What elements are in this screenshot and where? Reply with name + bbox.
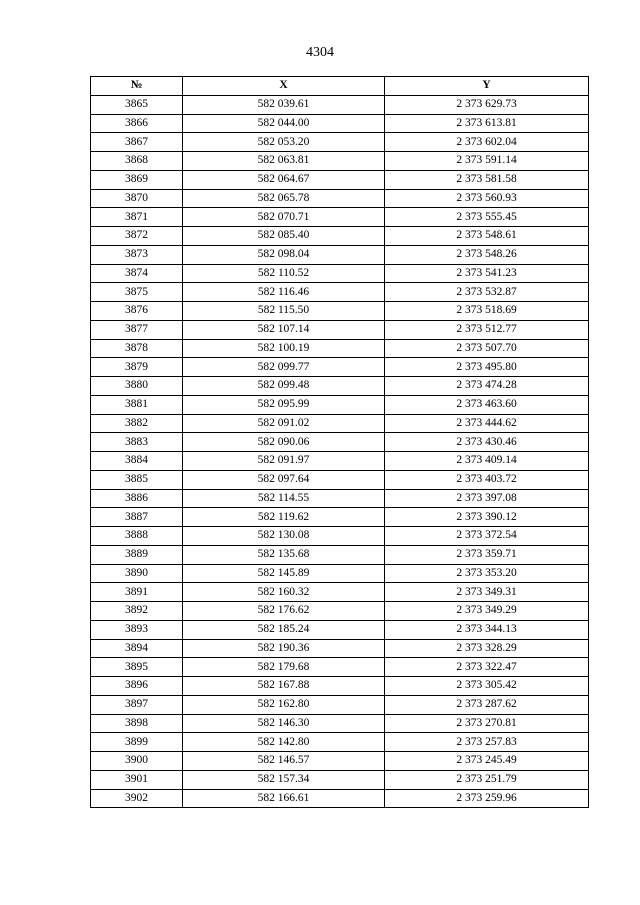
table-row [91,508,589,527]
table-row [91,208,589,227]
table-row [91,395,589,414]
cell-number: 3868 [91,152,183,171]
table-row [91,620,589,639]
cell-y: 2 373 359.71 [385,545,589,564]
cell-number: 3870 [91,189,183,208]
cell-y: 2 373 349.31 [385,583,589,602]
cell-y: 2 373 463.60 [385,395,589,414]
cell-x: 582 065.78 [183,189,385,208]
cell-number: 3866 [91,114,183,133]
cell-number: 3886 [91,489,183,508]
cell-x: 582 097.64 [183,470,385,489]
cell-y: 2 373 444.62 [385,414,589,433]
cell-y: 2 373 629.73 [385,95,589,114]
cell-x: 582 162.80 [183,695,385,714]
header-row [91,77,589,96]
cell-y: 2 373 474.28 [385,377,589,396]
cell-x: 582 090.06 [183,433,385,452]
table-row [91,752,589,771]
cell-x: 582 064.67 [183,170,385,189]
table-row [91,527,589,546]
cell-y: 2 373 512.77 [385,320,589,339]
cell-number: 3890 [91,564,183,583]
cell-x: 582 179.68 [183,658,385,677]
cell-number: 3893 [91,620,183,639]
cell-number: 3894 [91,639,183,658]
cell-number: 3873 [91,245,183,264]
cell-y: 2 373 257.83 [385,733,589,752]
cell-number: 3902 [91,789,183,808]
cell-number: 3869 [91,170,183,189]
cell-number: 3885 [91,470,183,489]
table-row [91,677,589,696]
cell-x: 582 146.30 [183,714,385,733]
cell-y: 2 373 390.12 [385,508,589,527]
cell-y: 2 373 353.20 [385,564,589,583]
table-row [91,695,589,714]
cell-x: 582 091.02 [183,414,385,433]
cell-y: 2 373 372.54 [385,527,589,546]
cell-y: 2 373 430.46 [385,433,589,452]
cell-x: 582 142.80 [183,733,385,752]
table-row [91,489,589,508]
cell-y: 2 373 560.93 [385,189,589,208]
cell-number: 3879 [91,358,183,377]
cell-x: 582 115.50 [183,302,385,321]
cell-x: 582 098.04 [183,245,385,264]
cell-x: 582 099.77 [183,358,385,377]
table-row [91,189,589,208]
page-number: 4304 [306,45,334,60]
cell-y: 2 373 541.23 [385,264,589,283]
cell-y: 2 373 322.47 [385,658,589,677]
cell-x: 582 130.08 [183,527,385,546]
cell-number: 3883 [91,433,183,452]
cell-number: 3875 [91,283,183,302]
cell-x: 582 091.97 [183,452,385,471]
cell-y: 2 373 270.81 [385,714,589,733]
cell-number: 3880 [91,377,183,396]
cell-x: 582 185.24 [183,620,385,639]
cell-y: 2 373 328.29 [385,639,589,658]
table-body [91,95,589,808]
cell-x: 582 114.55 [183,489,385,508]
cell-y: 2 373 287.62 [385,695,589,714]
table-row [91,770,589,789]
table-row [91,433,589,452]
cell-x: 582 110.52 [183,264,385,283]
table-row [91,639,589,658]
table-row [91,95,589,114]
table-row [91,602,589,621]
cell-x: 582 085.40 [183,227,385,246]
cell-x: 582 145.89 [183,564,385,583]
cell-x: 582 044.00 [183,114,385,133]
cell-y: 2 373 532.87 [385,283,589,302]
cell-number: 3901 [91,770,183,789]
cell-y: 2 373 548.61 [385,227,589,246]
cell-y: 2 373 518.69 [385,302,589,321]
cell-number: 3874 [91,264,183,283]
cell-x: 582 099.48 [183,377,385,396]
coordinates-table [90,76,589,808]
table-row [91,452,589,471]
table-row [91,152,589,171]
table-row [91,564,589,583]
table-row [91,283,589,302]
cell-number: 3887 [91,508,183,527]
table-row [91,264,589,283]
cell-y: 2 373 581.58 [385,170,589,189]
cell-x: 582 157.34 [183,770,385,789]
cell-y: 2 373 602.04 [385,133,589,152]
table-row [91,714,589,733]
cell-y: 2 373 548.26 [385,245,589,264]
cell-number: 3882 [91,414,183,433]
cell-number: 3865 [91,95,183,114]
cell-number: 3896 [91,677,183,696]
cell-y: 2 373 251.79 [385,770,589,789]
cell-x: 582 146.57 [183,752,385,771]
table-row [91,302,589,321]
cell-number: 3899 [91,733,183,752]
cell-y: 2 373 305.42 [385,677,589,696]
cell-y: 2 373 344.13 [385,620,589,639]
table-row [91,358,589,377]
table-row [91,470,589,489]
header-y: Y [385,77,589,96]
cell-y: 2 373 349.29 [385,602,589,621]
cell-number: 3876 [91,302,183,321]
cell-x: 582 063.81 [183,152,385,171]
table-row [91,339,589,358]
cell-y: 2 373 397.08 [385,489,589,508]
cell-y: 2 373 507.70 [385,339,589,358]
cell-number: 3897 [91,695,183,714]
cell-y: 2 373 409.14 [385,452,589,471]
cell-y: 2 373 591.14 [385,152,589,171]
cell-number: 3889 [91,545,183,564]
table-row [91,227,589,246]
cell-y: 2 373 495.80 [385,358,589,377]
cell-number: 3872 [91,227,183,246]
table-row [91,320,589,339]
table-row [91,545,589,564]
cell-x: 582 135.68 [183,545,385,564]
cell-number: 3878 [91,339,183,358]
cell-x: 582 160.32 [183,583,385,602]
cell-number: 3867 [91,133,183,152]
cell-number: 3877 [91,320,183,339]
table-row [91,583,589,602]
header-x: X [183,77,385,96]
table-row [91,789,589,808]
cell-number: 3881 [91,395,183,414]
cell-x: 582 116.46 [183,283,385,302]
cell-number: 3884 [91,452,183,471]
cell-x: 582 176.62 [183,602,385,621]
table-row [91,245,589,264]
cell-y: 2 373 613.81 [385,114,589,133]
table-row [91,733,589,752]
cell-number: 3888 [91,527,183,546]
table-row [91,133,589,152]
cell-y: 2 373 259.96 [385,789,589,808]
cell-y: 2 373 245.49 [385,752,589,771]
table-row [91,170,589,189]
cell-number: 3900 [91,752,183,771]
table-header [91,77,589,96]
cell-x: 582 100.19 [183,339,385,358]
cell-number: 3871 [91,208,183,227]
table-row [91,414,589,433]
cell-y: 2 373 403.72 [385,470,589,489]
cell-x: 582 053.20 [183,133,385,152]
table-row [91,114,589,133]
cell-number: 3898 [91,714,183,733]
cell-number: 3892 [91,602,183,621]
cell-x: 582 107.14 [183,320,385,339]
cell-x: 582 166.61 [183,789,385,808]
cell-y: 2 373 555.45 [385,208,589,227]
cell-x: 582 119.62 [183,508,385,527]
cell-x: 582 190.36 [183,639,385,658]
cell-number: 3891 [91,583,183,602]
cell-x: 582 167.88 [183,677,385,696]
header-number: № [91,77,183,96]
table-row [91,377,589,396]
cell-x: 582 095.99 [183,395,385,414]
cell-x: 582 039.61 [183,95,385,114]
cell-x: 582 070.71 [183,208,385,227]
cell-number: 3895 [91,658,183,677]
table-row [91,658,589,677]
